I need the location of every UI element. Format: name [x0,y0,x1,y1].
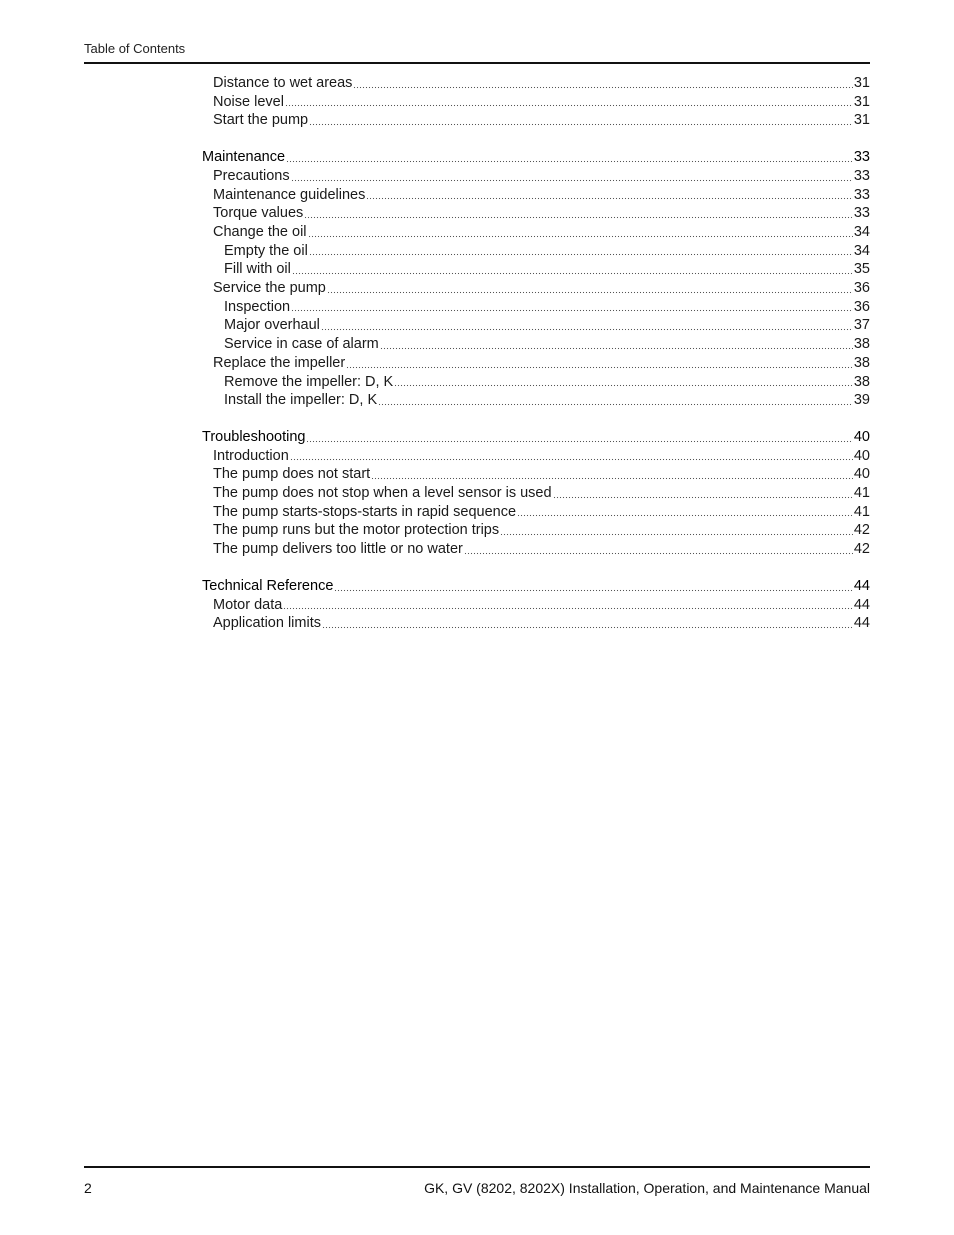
dot-leader [304,214,853,219]
toc-entry-page-number: 33 [853,186,870,203]
toc-entry-page-number: 39 [853,392,870,409]
toc-chapter-entry[interactable] [202,577,870,596]
dot-leader [366,195,853,200]
toc-entry[interactable] [202,93,870,112]
dot-leader [517,512,853,517]
toc-chapter-entry[interactable] [202,148,870,167]
toc-entry-page-number: 37 [853,317,870,334]
dot-leader [371,475,853,480]
toc-entry-page-number: 44 [853,615,870,632]
dot-leader [306,438,852,443]
dot-leader [327,289,853,294]
toc-entry[interactable] [202,521,870,540]
toc-entry[interactable] [202,373,870,392]
dot-leader [322,624,853,629]
toc-chapter-entry[interactable] [202,428,870,447]
toc-entry[interactable] [202,260,870,279]
toc-entry-title: Major overhaul [224,317,320,334]
toc-entry-title: Install the impeller: D, K [224,392,378,409]
toc-entry-title: Service the pump [213,280,326,297]
toc-entry[interactable] [202,279,870,298]
toc-entry-page-number: 40 [853,428,870,445]
toc-entry-title: The pump does not start [213,466,371,483]
toc-entry[interactable] [202,242,870,261]
dot-leader [394,382,853,387]
toc-entry[interactable] [202,391,870,410]
toc-entry-title: Replace the impeller [213,354,346,371]
toc-entry-title: Precautions [213,167,290,184]
dot-leader [321,326,853,331]
toc-entry[interactable] [202,354,870,373]
toc-entry-title: The pump runs but the motor protection trips [213,522,500,539]
toc-entry[interactable] [202,167,870,186]
toc-entry-title: Change the oil [213,223,307,240]
toc-entry-title: Noise level [213,93,284,110]
toc-section [202,428,870,559]
toc-entry[interactable] [202,186,870,205]
toc-entry[interactable] [202,614,870,633]
toc-entry[interactable] [202,465,870,484]
dot-leader [291,307,853,312]
toc-entry-title: Maintenance guidelines [213,186,366,203]
toc-entry[interactable] [202,111,870,130]
toc-entry[interactable] [202,316,870,335]
toc-entry-page-number: 40 [853,447,870,464]
dot-leader [553,494,853,499]
toc-section [202,148,870,410]
dot-leader [334,587,852,592]
toc-entry-title: Motor data [213,596,283,613]
dot-leader [308,233,853,238]
dot-leader [309,251,853,256]
toc-entry[interactable] [202,223,870,242]
toc-entry[interactable] [202,447,870,466]
toc-entry-title: Technical Reference [202,577,334,594]
toc-entry[interactable] [202,335,870,354]
footer-document-title: GK, GV (8202, 8202X) Installation, Operation, and Maintenance Manual [424,1180,870,1196]
toc-entry-title: Introduction [213,447,289,464]
dot-leader [309,121,853,126]
toc-entry-page-number: 38 [853,373,870,390]
toc-entry-title: Fill with oil [224,261,291,278]
footer-rule [84,1166,870,1168]
dot-leader [353,84,852,89]
toc-entry-page-number: 40 [853,466,870,483]
toc-entry-title: The pump starts-stops-starts in rapid sequence [213,503,517,520]
toc-entry-page-number: 35 [853,261,870,278]
toc-section [202,577,870,633]
toc-entry-title: Application limits [213,615,321,632]
toc-entry-title: Maintenance [202,149,286,166]
dot-leader [292,270,853,275]
footer-page-number: 2 [84,1180,92,1196]
toc-entry-title: Service in case of alarm [224,336,379,353]
dot-leader [285,102,853,107]
toc-entry[interactable] [202,484,870,503]
toc-entry-page-number: 31 [853,112,870,129]
toc-entry-page-number: 36 [853,298,870,315]
toc-entry-page-number: 41 [853,503,870,520]
toc-entry-page-number: 38 [853,354,870,371]
toc-entry-page-number: 31 [853,75,870,91]
toc-entry[interactable] [202,74,870,93]
toc-entry[interactable] [202,596,870,615]
toc-entry-page-number: 42 [853,541,870,558]
toc-entry-page-number: 33 [853,205,870,222]
toc-section [202,74,870,130]
dot-leader [464,550,853,555]
toc-entry-page-number: 34 [853,242,870,259]
page-header-label: Table of Contents [84,41,186,56]
toc-entry-title: Remove the impeller: D, K [224,373,394,390]
toc-entry-title: The pump does not stop when a level sensor is used [213,485,552,502]
toc-entry[interactable] [202,204,870,223]
dot-leader [283,605,853,610]
dot-leader [286,158,853,163]
toc-entry-page-number: 34 [853,223,870,240]
toc-entry-page-number: 44 [853,596,870,613]
toc-entry-title: Start the pump [213,112,309,129]
toc-entry[interactable] [202,540,870,559]
toc-entry[interactable] [202,503,870,522]
toc-entry-page-number: 38 [853,336,870,353]
toc-entry-page-number: 44 [853,577,870,594]
toc-entry-page-number: 41 [853,485,870,502]
toc-entry-title: Distance to wet areas [213,75,353,91]
dot-leader [378,401,853,406]
table-of-contents [202,74,870,651]
toc-entry-page-number: 42 [853,522,870,539]
toc-entry-title: Inspection [224,298,291,315]
toc-entry-page-number: 33 [853,167,870,184]
dot-leader [500,531,853,536]
toc-entry-page-number: 33 [853,149,870,166]
toc-entry-title: Empty the oil [224,242,308,259]
toc-entry-title: The pump delivers too little or no water [213,541,463,558]
dot-leader [290,456,853,461]
toc-entry-title: Troubleshooting [202,428,306,445]
dot-leader [346,364,853,369]
header-rule [84,62,870,64]
toc-entry-title: Torque values [213,205,304,222]
toc-entry-page-number: 36 [853,280,870,297]
dot-leader [291,177,853,182]
toc-entry-page-number: 31 [853,93,870,110]
dot-leader [380,345,853,350]
toc-entry[interactable] [202,298,870,317]
